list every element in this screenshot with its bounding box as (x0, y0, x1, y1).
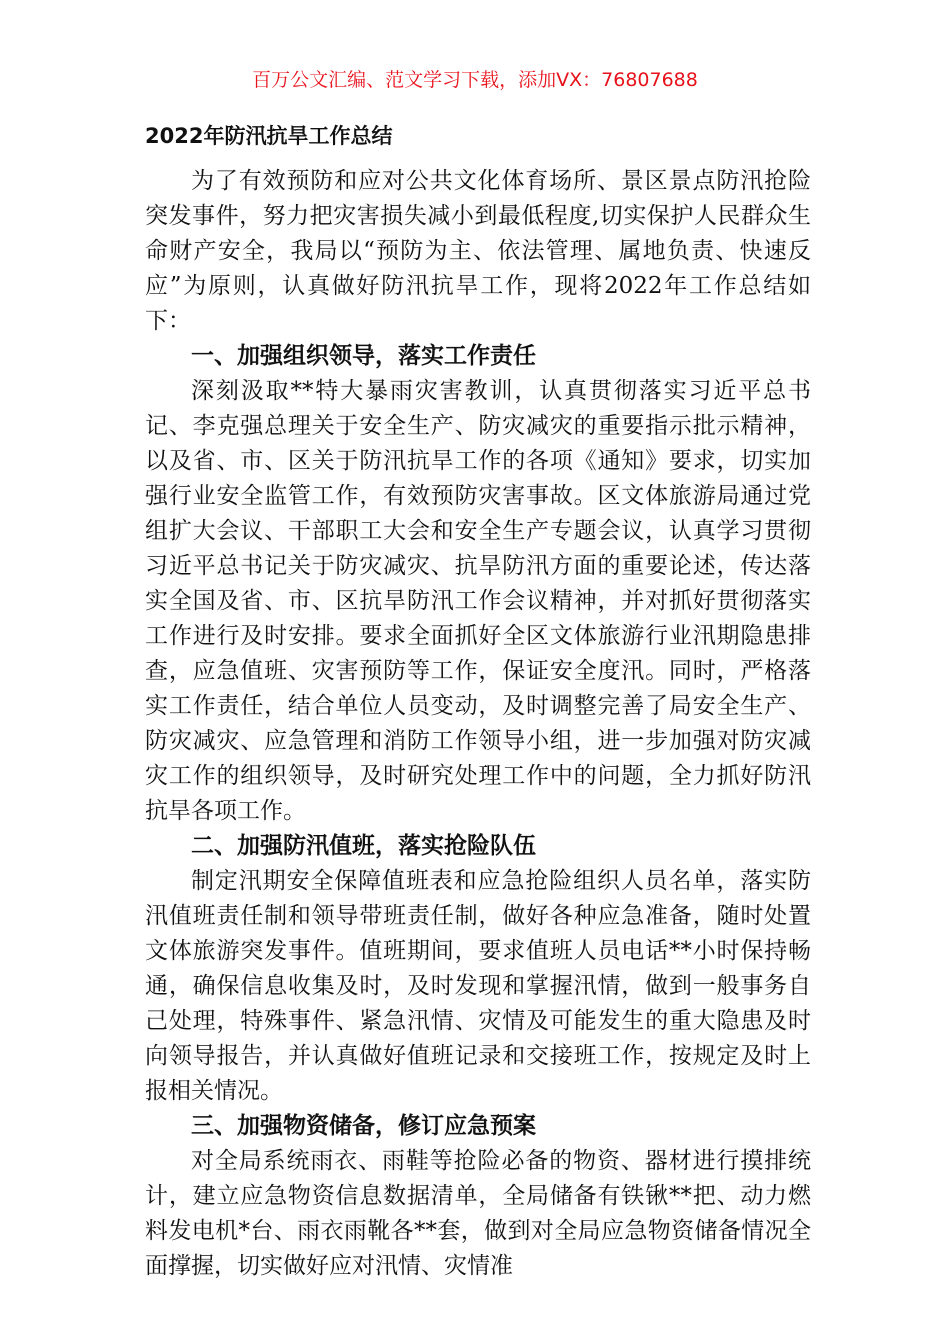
watermark-banner: 百万公文汇编、范文学习下载，添加VX：76807688 (252, 69, 698, 91)
section-heading-1: 一、加强组织领导，落实工作责任 (191, 343, 536, 369)
section-body-1: 深刻汲取**特大暴雨灾害教训，认真贯彻落实习近平总书记、李克强总理关于安全生产、防灾减灾的重要指示批示精神，以及省、市、区关于防汛抗旱工作的各项《通知》要求，切实加强行业安全监管工作，有效预防灾害事故。区文体旅游局通过党组扩大会议、干部职工大会和安全生产专题会议，认真学习贯彻习近平总书记关于防灾减灾、抗旱防汛方面的重要论述，传达落实全国及省、市、区抗旱防汛工作会议精神，并对抓好贯彻落实工作进行及时安排。要求全面抓好全区文体旅游行业汛期隐患排查，应急值班、灾害预防等工作，保证安全度汛。同时，严格落实工作责任，结合单位人员变动，及时调整完善了局安全生产、防灾减灾、应急管理和消防工作领导小组，进一步加强对防灾减灾工作的组织领导，及时研究处理工作中的问题，全力抓好防汛抗旱各项工作。 (145, 378, 811, 824)
section-heading-3: 三、加强物资储备，修订应急预案 (191, 1113, 536, 1139)
section-body-3: 对全局系统雨衣、雨鞋等抢险必备的物资、器材进行摸排统计，建立应急物资信息数据清单，全局储备有铁锹**把、动力燃料发电机*台、雨衣雨靴各**套，做到对全局应急物资储备情况全面撑握，切实做好应对汛情、灾情准 (145, 1148, 811, 1279)
intro-paragraph: 为了有效预防和应对公共文化体育场所、景区景点防汛抢险突发事件，努力把灾害损失减小到最低程度,切实保护人民群众生命财产安全，我局以“预防为主、依法管理、属地负责、快速反应”为原则，认真做好防汛抗旱工作，现将2022年工作总结如下： (145, 168, 811, 334)
section-heading-2: 二、加强防汛值班，落实抢险队伍 (191, 833, 536, 859)
section-body-2: 制定汛期安全保障值班表和应急抢险组织人员名单，落实防汛值班责任制和领导带班责任制，做好各种应急准备，随时处置文体旅游突发事件。值班期间，要求值班人员电话**小时保持畅通，确保信息收集及时，及时发现和掌握汛情，做到一般事务自己处理，特殊事件、紧急汛情、灾情及可能发生的重大隐患及时向领导报告，并认真做好值班记录和交接班工作，按规定及时上报相关情况。 (145, 868, 811, 1104)
document-body (145, 164, 811, 1284)
document-title: 2022年防汛抗旱工作总结 (145, 124, 393, 148)
